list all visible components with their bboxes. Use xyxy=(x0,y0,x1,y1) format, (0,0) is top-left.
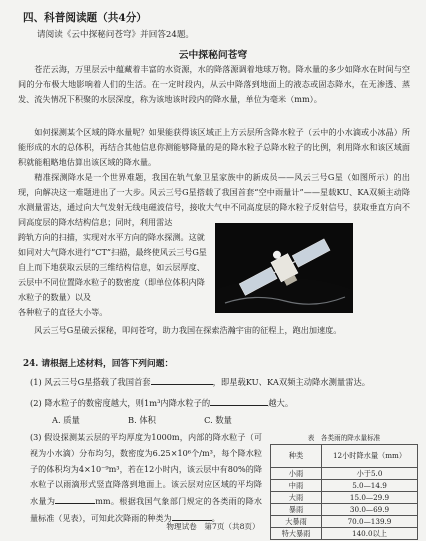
table-header-amount: 12小时降水量（mm） xyxy=(322,445,418,468)
paragraph-2: 如何探测某个区域的降水量呢？如果能获得该区域正上方云层所含降水粒子（云中的小水滴或小冰晶）所能形成的水的总体积，再结合其他信息你测能够降量的是的降水粒子总降水粒子的比例，利用降水和该区域面积就能粗略地估算出该区域的降水量。 xyxy=(18,127,410,167)
table-row: 特大暴雨 140.0以上 xyxy=(271,528,418,540)
table-row: 小雨 小于5.0 xyxy=(271,468,418,480)
paragraph-3-tail: 各种粒子的直径大小等。 xyxy=(18,307,108,317)
table-header-row xyxy=(271,445,418,468)
article-title: 云中探秘问苍穹 xyxy=(178,50,248,61)
answer-blank-4[interactable] xyxy=(172,510,212,521)
section-title: 四、科普阅读题（共4分） xyxy=(23,12,147,24)
table-row: 大暴雨 70.0—139.9 xyxy=(271,516,418,528)
option-b[interactable]: B. 体积 xyxy=(127,415,156,425)
question-24-title: 24. 请根据上述材料，回答下列问题： xyxy=(23,359,174,369)
satellite-photo xyxy=(215,223,353,313)
paragraph-1: 苍茫云海，万里层云中蕴藏着丰富的水资源，水的降落源调着地球万物。降水量的多少如降水在时间与空间的分布极大地影响着人们的生活。在一定时段内，从云中降落到地面上的液态或固态降水，在无渗透、蒸发、流失情况下积聚的水层深度，称为该地该时段内的降水量，单位为毫米（mm）。 xyxy=(18,64,410,104)
question-24-part-1: (1) 风云三号G星搭载了我国首套 ，即星载KU、KA双频主动降水测量雷达。 xyxy=(30,374,370,388)
table-row: 中雨 5.0—14.9 xyxy=(271,480,418,492)
paragraph-3: 精准探测降水是一个世界难题，我国在轨气象卫星家族中的新成员——风云三号G星（如图所示）的出现，向解决这一难题进出了一大步。风云三号G星搭载了我国首套“空中雨量计”——星载KU、KA双频主动降水测量雷达，通过向大气发射无线电磁波信号，接收大气中不同高度层的降水粒子反射信号，获取垂直方向不同高度层的降水结构信息；同时，利用雷达 xyxy=(18,172,410,227)
table-caption: 表 各类雨的降水量标准 xyxy=(307,434,381,442)
page-footer: 物理试卷 第7页（共8页） xyxy=(166,522,260,531)
paragraph-4: 风云三号G星破云探秘，叩问苍穹，助力我国在探索浩瀚宇宙的征程上，跑出加速度。 xyxy=(34,325,342,335)
answer-blank-3[interactable] xyxy=(55,493,95,504)
question-24-part-2: (2) 降水粒子的数密度越大，则1m³内降水粒子的 越大。 xyxy=(30,395,293,409)
answer-blank-2[interactable] xyxy=(210,395,268,406)
paragraph-3-continued: 跨轨方向的扫描，实现对水平方向的降水探测。这就如同对大气降水进行“CT”扫描，最终使风云三号G星自上而下地获取云层的三维结构信息，如云层厚度、云层中不同位置降水粒子的数密度（即单位体积内降水粒子的数量）以及 xyxy=(18,232,207,302)
option-a[interactable]: A. 质量 xyxy=(52,415,80,425)
table-row: 暴雨 30.0—69.9 xyxy=(271,504,418,516)
question-24-part-3: (3) 假设探测某云层的平均厚度为1000m，内部的降水粒子（可视为小水滴）分布均匀，数密度为6.25×10⁶个/m³，每个降水粒子的体积均为4×10⁻⁹m³，若在12小时内，该云层中有80%的降水粒子以雨滴形式竖直降落到地面上。该云层对应区域的平均降水量为 mm。根据我国气象部门规定的各类雨的降水量标准（见表），可知此次降雨的种类为 。 xyxy=(30,432,262,523)
answer-options xyxy=(52,414,232,426)
satellite-image xyxy=(215,223,353,313)
reading-instruction: 请阅读《云中探秘问苍穹》并回答24题。 xyxy=(37,30,195,40)
answer-blank-1[interactable] xyxy=(151,374,213,385)
table-row: 大雨 15.0—29.9 xyxy=(271,492,418,504)
table-header-type: 种类 xyxy=(271,445,322,468)
option-c[interactable]: C. 数量 xyxy=(204,415,232,425)
